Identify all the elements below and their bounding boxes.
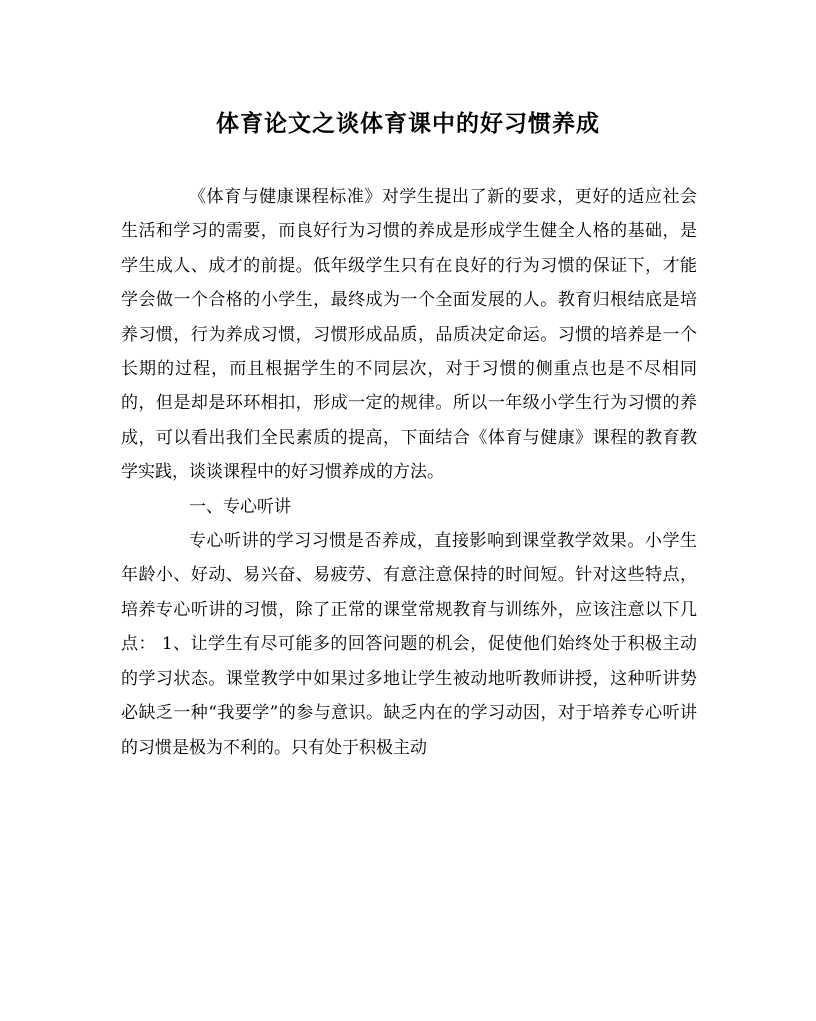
intro-paragraph: 《体育与健康课程标准》对学生提出了新的要求，更好的适应社会生活和学习的需要，而良好行为习惯的养成是形成学生健全人格的基础，是学生成人、成才的前提。低年级学生只有在良好的行为习惯的保证下，才能学会做一个合格的小学生，最终成为一个全面发展的人。教育归根结底是培养习惯，行为养成习惯，习惯形成品质，品质决定命运。习惯的培养是一个长期的过程，而且根据学生的不同层次，对于习惯的侧重点也是不尽相同的，但是却是环环相扣，形成一定的规律。所以一年级小学生行为习惯的养成，可以看出我们全民素质的提高，下面结合《体育与健康》课程的教育教学实践，谈谈课程中的好习惯养成的方法。 xyxy=(121,187,697,483)
document-title: 体育论文之谈体育课中的好习惯养成 xyxy=(216,110,600,137)
section-paragraph: 专心听讲的学习习惯是否养成，直接影响到课堂教学效果。小学生年龄小、好动、易兴奋、易疲劳、有意注意保持的时间短。针对这些特点，培养专心听讲的习惯，除了正常的课堂常规教育与训练外，应该注意以下几点： 1、让学生有尽可能多的回答问题的机会，促使他们始终处于积极主动的学习状态。课堂教学中如果过多地让学生被动地听教师讲授，这种听讲势必缺乏一种“我要学”的参与意识。缺乏内在的学习动因，对于培养专心听讲的习惯是极为不利的。只有处于积极主动 xyxy=(121,531,697,758)
section-heading: 一、专心听讲 xyxy=(189,496,291,517)
document-body xyxy=(121,180,697,765)
